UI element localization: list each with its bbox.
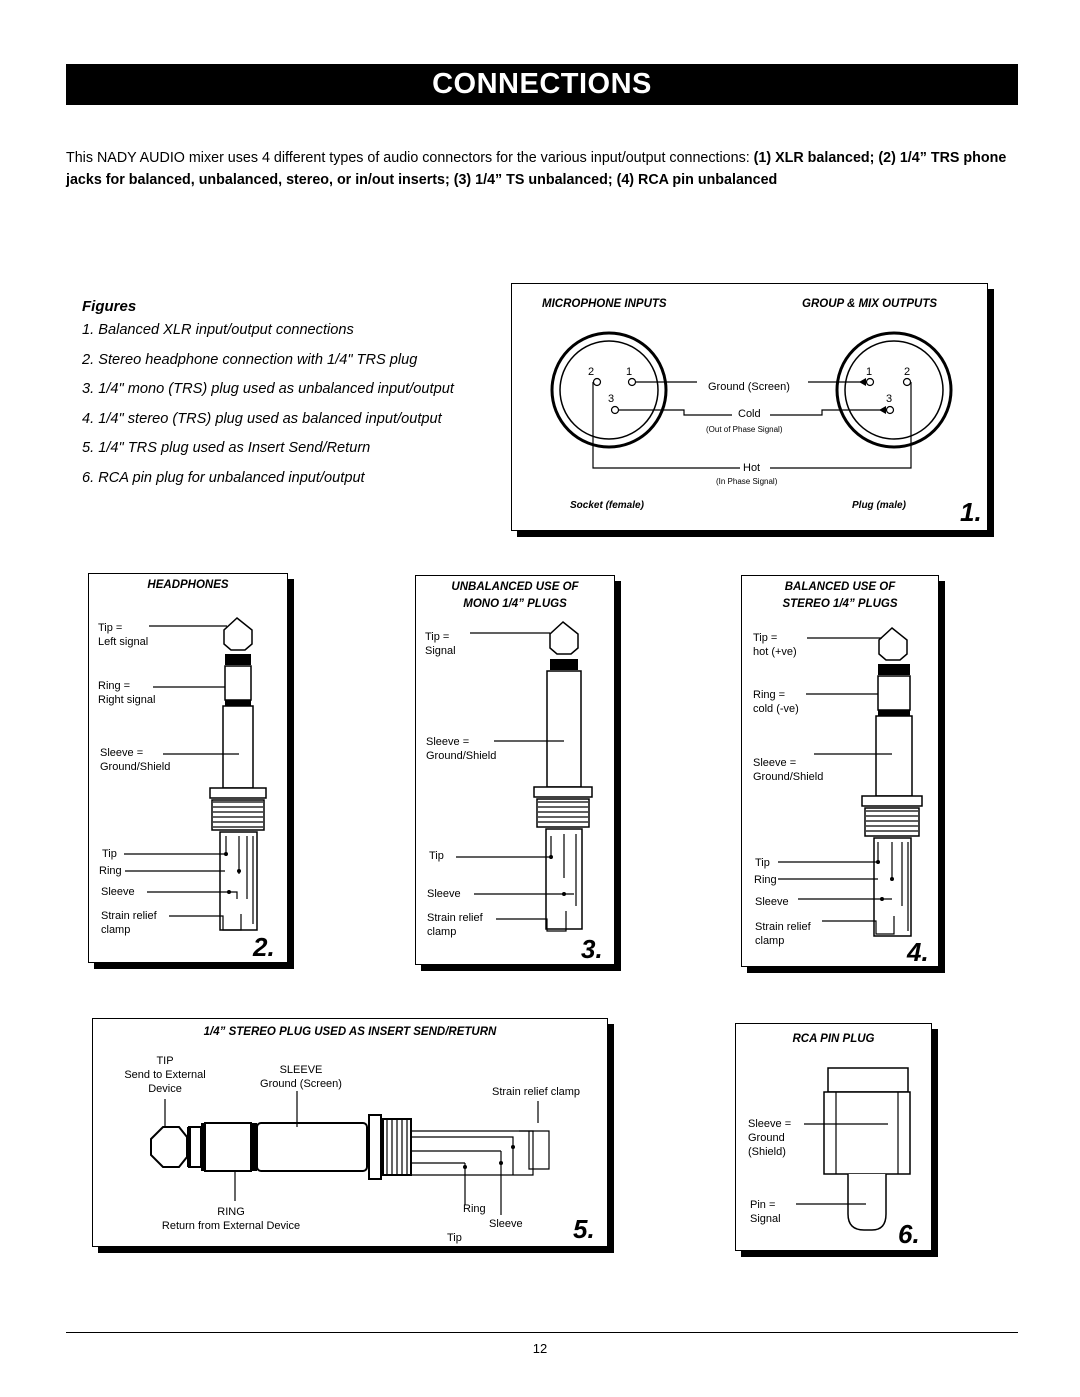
socket-label: Socket (female) <box>570 500 644 511</box>
ring-wire <box>411 1151 501 1215</box>
strain-relief-label: Strain relief clamp <box>755 921 811 947</box>
plug-ring <box>878 676 910 710</box>
figure-list-item: 1. Balanced XLR input/output connections <box>82 322 354 338</box>
insulator-2 <box>225 700 251 706</box>
socket-pin-1 <box>629 379 636 386</box>
socket-pin-3 <box>612 407 619 414</box>
page-number: 12 <box>532 1341 548 1356</box>
sleeve-wire-label: Sleeve <box>489 1218 523 1230</box>
tip-wire-label: Tip <box>429 850 444 862</box>
sleeve-label: Sleeve = Ground/Shield <box>426 736 497 762</box>
strain-relief-label: Strain relief clamp <box>101 910 157 936</box>
hot-label: Hot <box>743 462 761 474</box>
plug-pin-2 <box>904 379 911 386</box>
plug-collar <box>369 1115 381 1179</box>
xlr-socket-inner <box>560 341 658 439</box>
plug-tip <box>151 1127 187 1167</box>
sleeve-label: Sleeve = Ground/Shield <box>100 747 171 773</box>
ring-wire-label: Ring <box>99 865 122 877</box>
plug-collar <box>534 787 592 797</box>
tip-wire-label: Tip <box>447 1232 462 1244</box>
plug-sleeve <box>876 716 912 796</box>
footer-divider <box>66 1332 1018 1333</box>
clamp-wire <box>519 1131 549 1169</box>
solder-point <box>227 890 231 894</box>
xlr-plug-inner <box>845 341 943 439</box>
solder-point <box>876 860 880 864</box>
plug-tip <box>879 628 907 660</box>
plug-pin-3-label: 3 <box>886 393 893 405</box>
strain-relief-label: Strain relief clamp <box>492 1086 581 1098</box>
plug-tip <box>224 618 252 650</box>
plug-ring-body <box>205 1123 251 1171</box>
figure-list-item: 5. 1/4" TRS plug used as Insert Send/Return <box>82 440 371 456</box>
microphone-inputs-header: MICROPHONE INPUTS <box>542 298 667 310</box>
rca-pin <box>848 1174 886 1230</box>
figure-5-insert-panel <box>92 1018 608 1247</box>
figure-list-item: 4. 1/4" stereo (TRS) plug used as balanced input/output <box>82 410 442 427</box>
figure-number: 1. <box>960 497 982 527</box>
figure-number: 5. <box>573 1214 595 1244</box>
ring-label: Ring = cold (-ve) <box>753 689 799 715</box>
plug-pin-1-label: 1 <box>866 366 873 378</box>
figure-number: 4. <box>907 937 929 967</box>
cold-label: Cold <box>738 408 761 420</box>
tip-wire-label: Tip <box>755 857 770 869</box>
figure-number: 2. <box>253 932 275 962</box>
intro-text: This NADY AUDIO mixer uses 4 different types of audio connectors for the various input/output connections: <box>66 150 754 166</box>
solder-point <box>562 892 566 896</box>
plug-pin-3 <box>887 407 894 414</box>
plug-barrel <box>865 808 919 836</box>
plug-barrel <box>537 799 589 827</box>
socket-pin-2 <box>594 379 601 386</box>
sleeve-label: Sleeve = Ground (Shield) <box>748 1118 792 1158</box>
ground-label: Ground (Screen) <box>708 381 790 393</box>
insulator-1 <box>550 659 578 670</box>
solder-point <box>890 877 894 881</box>
sleeve-wire <box>411 1163 465 1205</box>
tip-wire <box>411 1137 513 1175</box>
solder-point <box>237 869 241 873</box>
intro-bold-text: (1) XLR balanced; (2) 1/4” TRS phone jacks for balanced, unbalanced, stereo, or in/out inserts; (3) 1/4” TS unbalanced; (4) RCA pin unbalanced <box>66 150 1007 188</box>
figure-4-balanced-panel <box>741 575 939 967</box>
plug-collar <box>862 796 922 806</box>
figure-number: 3. <box>581 934 603 964</box>
sleeve-label: Sleeve = Ground/Shield <box>753 757 824 783</box>
xlr-plug-outer <box>837 333 951 447</box>
tip-wire-label: Tip <box>102 848 117 860</box>
tip-label: Tip = hot (+ve) <box>753 632 797 658</box>
group-mix-outputs-header: GROUP & MIX OUTPUTS <box>802 298 938 310</box>
ring-label: Ring = Right signal <box>98 680 156 706</box>
unbalanced-header-line1: UNBALANCED USE OF <box>451 581 579 593</box>
figure-2-headphones-panel <box>88 573 288 963</box>
socket-pin-2-label: 2 <box>588 366 595 378</box>
balanced-header-line2: STEREO 1/4” PLUGS <box>782 598 898 610</box>
sleeve-wire-label: Sleeve <box>427 888 461 900</box>
plug-collar <box>210 788 266 798</box>
plug-sleeve <box>257 1123 367 1171</box>
plug-pin-2-label: 2 <box>904 366 911 378</box>
rca-body <box>824 1092 910 1174</box>
balanced-header-line1: BALANCED USE OF <box>784 581 896 593</box>
hot-note: (In Phase Signal) <box>716 477 778 486</box>
insulator-2 <box>878 710 910 716</box>
strain-relief-label: Strain relief clamp <box>427 912 483 938</box>
rca-header: RCA PIN PLUG <box>792 1033 875 1045</box>
figure-3-unbalanced-panel <box>415 575 615 965</box>
ring-label: RING Return from External Device <box>161 1206 301 1232</box>
pin-label: Pin = Signal <box>750 1199 781 1225</box>
plug-label: Plug (male) <box>852 500 906 511</box>
headphones-header: HEADPHONES <box>147 579 229 591</box>
figure-6-rca-panel <box>735 1023 932 1251</box>
plug-pin-1 <box>867 379 874 386</box>
tip-label: TIP Send to External Device <box>124 1055 206 1095</box>
plug-sleeve <box>223 706 253 788</box>
solder-point <box>224 852 228 856</box>
plug-sleeve <box>547 671 581 787</box>
xlr-socket-outer <box>552 333 666 447</box>
tip-label: Tip = Left signal <box>98 622 149 648</box>
cold-note: (Out of Phase Signal) <box>706 425 783 434</box>
sleeve-wire-label: Sleeve <box>101 886 135 898</box>
figures-list <box>82 320 502 497</box>
figure-list-item: 3. 1/4" mono (TRS) plug used as unbalanced input/output <box>82 381 454 397</box>
figures-heading: Figures <box>82 298 137 315</box>
figure-1-xlr-panel <box>511 283 988 531</box>
insulator-1 <box>225 654 251 665</box>
insulator-2 <box>201 1123 205 1171</box>
insulator-1 <box>187 1127 191 1167</box>
sleeve-label: SLEEVE Ground (Screen) <box>260 1064 342 1090</box>
solder-point <box>511 1145 515 1149</box>
figure-list-item: 6. RCA pin plug for unbalanced input/output <box>82 469 365 486</box>
figure-number: 6. <box>898 1219 920 1249</box>
solder-point <box>549 855 553 859</box>
insert-header: 1/4” STEREO PLUG USED AS INSERT SEND/RETURN <box>203 1026 497 1038</box>
plug-ring <box>225 666 251 700</box>
intro-paragraph <box>66 147 1046 191</box>
solder-point <box>880 897 884 901</box>
sleeve-wire-label: Sleeve <box>755 896 789 908</box>
figure-list-item: 2. Stereo headphone connection with 1/4" TRS plug <box>82 351 418 368</box>
tip-label: Tip = Signal <box>425 631 456 657</box>
socket-pin-1-label: 1 <box>626 366 633 378</box>
ring-wire-label: Ring <box>463 1203 486 1215</box>
insulator-1 <box>878 664 910 675</box>
unbalanced-header-line2: MONO 1/4” PLUGS <box>463 598 567 610</box>
insulator-3 <box>251 1123 257 1171</box>
rca-top-cap <box>828 1068 908 1092</box>
plug-tip <box>550 622 578 654</box>
cold-arrow <box>879 406 886 414</box>
plug-barrel <box>212 800 264 830</box>
page-title: CONNECTIONS <box>66 64 1018 105</box>
ring-wire-label: Ring <box>754 874 777 886</box>
solder-point <box>463 1165 467 1169</box>
socket-pin-3-label: 3 <box>608 393 615 405</box>
solder-point <box>499 1161 503 1165</box>
ground-arrow <box>859 378 866 386</box>
